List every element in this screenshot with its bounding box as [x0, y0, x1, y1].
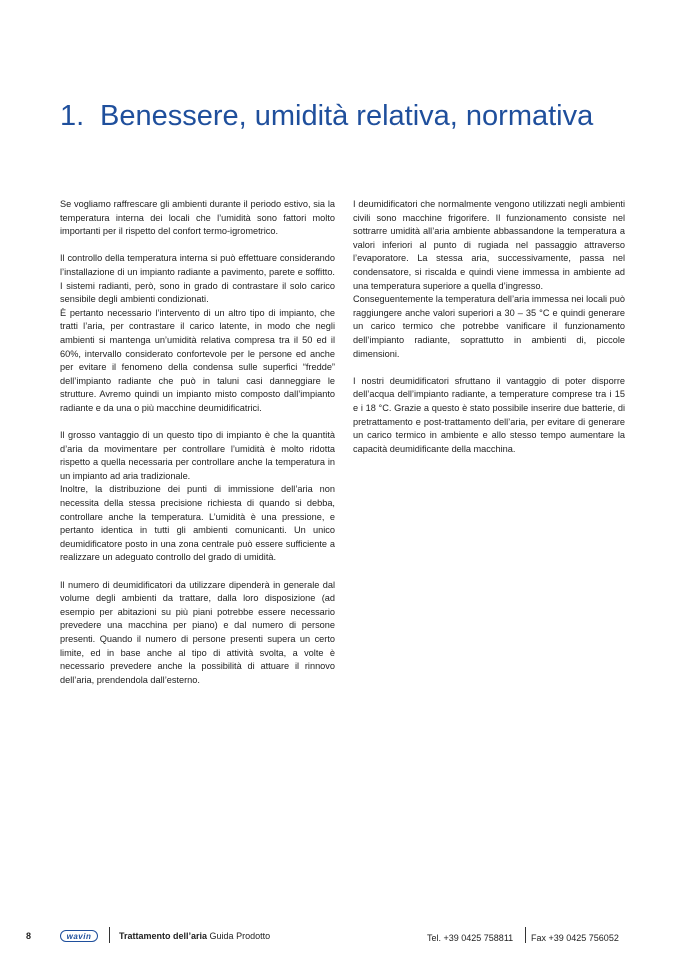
document-title: [119, 931, 270, 941]
heading-number: 1.: [60, 100, 85, 132]
paragraph: I deumidificatori che normalmente vengono utilizzati negli ambienti civili sono macchine frigorifere. Il funzionamento consiste nel sottrarre umidità all’aria ambiente abbassandone la temperatura a valori inferiori al punto di rugiada nel passaggio attraverso l’evaporatore. La stessa aria, successivamente, passa nel condensatore, si riscalda e quindi viene immessa in ambiente ad una temperatura superiore a quella d’ingresso.: [353, 199, 625, 291]
telephone: Tel. +39 0425 758811: [427, 933, 514, 943]
footer-divider: [525, 927, 526, 943]
left-column: [60, 198, 335, 701]
paragraph: Il numero di deumidificatori da utilizzare dipenderà in generale dal volume degli ambienti da trattare, dalla loro disposizione (ad esempio per abitazioni su più piani potrebbe essere necessario prevedere una macchina per piano) e dal numero di persone presenti. Quando il numero di persone presenti supera un certo limite, ed in base anche al tipo di attività svolta, a volte è necessario prevedere anche la possibilità di attuare il rinnovo dell’aria, prendendola dall’esterno.: [60, 579, 335, 685]
paragraph: È pertanto necessario l’intervento di un altro tipo di impianto, che tratti l’aria, per contrastare il carico latente, in modo che negli ambienti si mantenga un’umidità relativa compresa tra il 50 ed il 60%, intervallo considerato confortevole per le persone ed anche per evitare il fenomeno della condensa sulle superfici “fredde” dell’impianto radiante che può in taluni casi danneggiare le strutture. Avremo quindi un impianto misto composto dall’impianto radiante e da una o più macchine deumidificatrici.: [60, 307, 335, 413]
footer-divider: [109, 927, 110, 943]
paragraph: Il grosso vantaggio di un questo tipo di impianto è che la quantità d’aria da movimentare per controllare l’umidità è molto ridotta rispetto a quella necessaria per controllare anche la temperatura in un impianto ad aria tradizionale.: [60, 430, 335, 481]
heading-title: Benessere, umidità relativa, normativa: [100, 100, 594, 132]
paragraph: I nostri deumidificatori sfruttano il vantaggio di poter disporre dell’acqua dell’impianto radiante, a temperature comprese tra i 15 e i 18 °C. Grazie a questo è stato possibile inserire due batterie, di pretrattamento e post-trattamento dell’aria, per evitare di generare un carico termico in ambiente e allo stesso tempo aumentare la capacità deumidificante della macchina.: [353, 375, 625, 454]
page-number: 8: [26, 931, 32, 941]
wavin-logo: wavin: [60, 930, 98, 942]
document-title-subtitle: Guida Prodotto: [209, 931, 271, 941]
page-footer: [0, 924, 678, 948]
paragraph: Se vogliamo raffrescare gli ambienti durante il periodo estivo, sia la temperatura interna dei locali che l’umidità sono fattori molto importanti per il rispetto del confort termo-igrometrico.: [60, 199, 335, 237]
fax: Fax +39 0425 756052: [531, 933, 619, 943]
right-column: [353, 198, 625, 470]
paragraph: Conseguentemente la temperatura dell’aria immessa nei locali può raggiungere anche valori superiori a 30 – 35 °C e quindi generare un carico termico che potrebbe vanificare il funzionamento dell’impianto radiante, soprattutto in ambienti di, piccole dimensioni.: [353, 294, 625, 359]
paragraph: Il controllo della temperatura interna si può effettuare considerando l’installazione di un impianto radiante a pavimento, parete e soffitto. I sistemi radianti, però, sono in grado di contrastare il solo carico sensibile degli ambienti condizionati.: [60, 253, 335, 305]
document-title-bold: Trattamento dell’aria: [119, 931, 208, 941]
paragraph: Inoltre, la distribuzione dei punti di immissione dell’aria non necessita della stessa precisione richiesta di quando si debba, controllare anche la temperatura. L’umidità è una pressione, e pertanto identica in tutti gli ambienti comunicanti. Un unico deumidificatore posto in una zona centrale può essere sufficiente a realizzare un adeguato controllo del grado di umidità.: [60, 484, 335, 563]
